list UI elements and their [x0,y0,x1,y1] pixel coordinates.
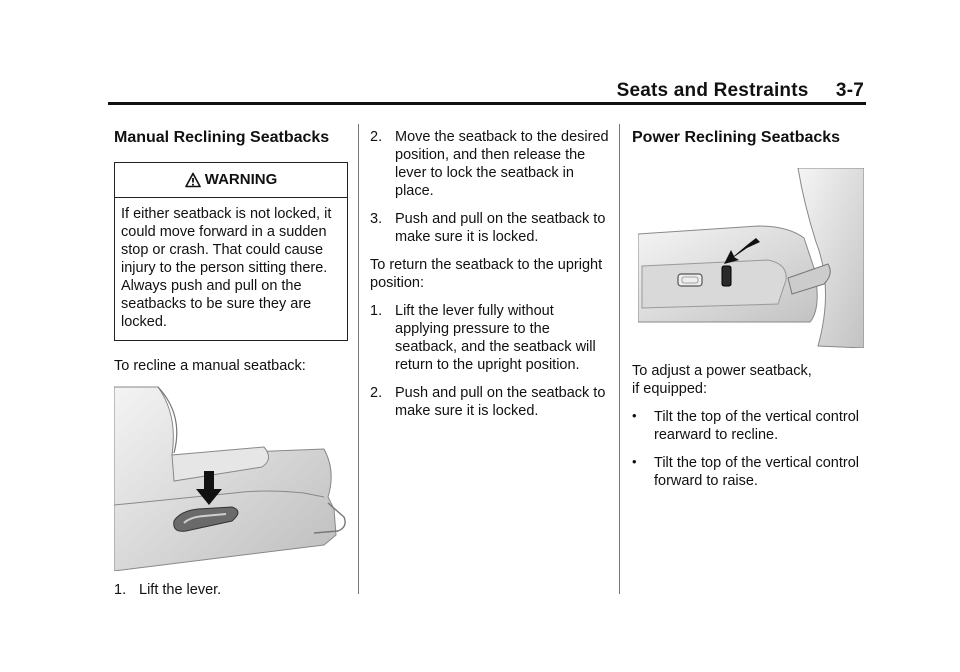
column-power-reclining [632,128,872,500]
section-heading-manual: Manual Reclining Seatbacks [114,129,330,146]
header-rule [108,102,866,105]
manual-step-1: 1. Lift the lever. [114,582,222,598]
bullet-icon: • [632,454,637,469]
warning-title: WARNING [204,171,278,188]
section-heading-power: Power Reclining Seatbacks [632,129,841,146]
warning-icon [185,172,201,188]
column-divider-1 [358,124,359,594]
manual-step-3: 3. Push and pull on the seatback to make sure it is locked. [370,211,606,245]
warning-header [115,163,347,198]
warning-text: If either seatback is not locked, it could move forward in a sudden stop or crash. That could cause injury to the person sitting there. Always push and pull on the seatbacks to be sure they are locked. [121,206,332,330]
upright-step-1: 1. Lift the lever fully without applying pressure to the seatback, and the seatback will return to the upright position. [370,303,596,373]
power-bullet-recline: • Tilt the top of the vertical control rearward to recline. [632,408,859,443]
manual-seat-lever-illustration [114,385,346,571]
upright-step-2: 2. Push and pull on the seatback to make sure it is locked. [370,385,606,419]
column-divider-2 [619,124,620,594]
page-header-title: Seats and Restraints 3-7 [616,80,864,101]
column-manual-steps [370,128,610,430]
power-intro-line-2: if equipped: [632,381,707,397]
upright-intro: To return the seatback to the upright position: [370,257,603,291]
power-bullet-raise: • Tilt the top of the vertical control forward to raise. [632,454,859,489]
warning-box [114,162,348,341]
manual-intro: To recline a manual seatback: [114,358,306,374]
manual-step-2: 2. Move the seatback to the desired position, and then release the lever to lock the seatback in place. [370,129,609,199]
bullet-icon: • [632,408,637,423]
power-seat-control-illustration [638,168,864,348]
power-intro-line-1: To adjust a power seatback, [632,363,812,379]
column-manual-reclining [114,128,348,609]
